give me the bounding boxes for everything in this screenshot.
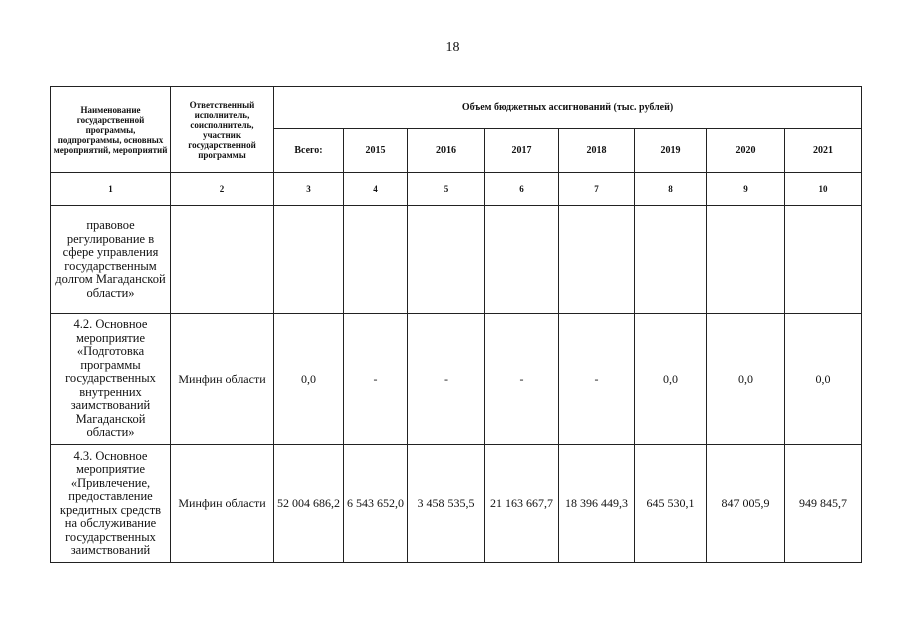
- row-value: 949 845,7: [785, 445, 862, 563]
- row-responsible: Минфин области: [171, 445, 274, 563]
- header-year: 2015: [344, 129, 408, 173]
- row-name: правовое регулирование в сфере управления государственным долгом Магаданской области»: [51, 206, 171, 314]
- row-value: 0,0: [707, 314, 785, 445]
- header-responsible: Ответственный исполнитель, соисполнитель, участник государственной программы: [171, 87, 274, 173]
- header-year: 2018: [559, 129, 635, 173]
- row-name: 4.3. Основное мероприятие «Привлечение, предоставление кредитных средств на обслуживание государственных заимствований: [51, 445, 171, 563]
- header-year: 2017: [485, 129, 559, 173]
- header-total: Всего:: [274, 129, 344, 173]
- row-name: 4.2. Основное мероприятие «Подготовка программы государственных внутренних заимствований Магаданской области»: [51, 314, 171, 445]
- column-number: 7: [559, 173, 635, 206]
- row-value: 645 530,1: [635, 445, 707, 563]
- row-value: [485, 206, 559, 314]
- row-value: 0,0: [785, 314, 862, 445]
- row-value: 3 458 535,5: [408, 445, 485, 563]
- header-year: 2019: [635, 129, 707, 173]
- row-value: [707, 206, 785, 314]
- row-value: 21 163 667,7: [485, 445, 559, 563]
- column-number: 3: [274, 173, 344, 206]
- row-value: [274, 206, 344, 314]
- column-number: 5: [408, 173, 485, 206]
- header-budget-group: Объем бюджетных ассигнований (тыс. рублей): [274, 87, 862, 129]
- header-row-top: [51, 87, 862, 129]
- row-value: 52 004 686,2: [274, 445, 344, 563]
- row-responsible: [171, 206, 274, 314]
- row-value: 0,0: [274, 314, 344, 445]
- row-value: -: [408, 314, 485, 445]
- row-value: [785, 206, 862, 314]
- table-row: [51, 206, 862, 314]
- column-number: 6: [485, 173, 559, 206]
- row-value: [344, 206, 408, 314]
- row-value: [559, 206, 635, 314]
- column-number: 1: [51, 173, 171, 206]
- column-number: 8: [635, 173, 707, 206]
- row-value: -: [559, 314, 635, 445]
- column-number: 4: [344, 173, 408, 206]
- column-number: 2: [171, 173, 274, 206]
- table-row: [51, 445, 862, 563]
- row-value: 847 005,9: [707, 445, 785, 563]
- row-value: 18 396 449,3: [559, 445, 635, 563]
- row-value: -: [485, 314, 559, 445]
- row-value: [635, 206, 707, 314]
- header-year: 2016: [408, 129, 485, 173]
- row-value: [408, 206, 485, 314]
- header-program-name: Наименование государственной программы, подпрограммы, основных мероприятий, мероприятий: [51, 87, 171, 173]
- row-value: 6 543 652,0: [344, 445, 408, 563]
- budget-table: [50, 86, 862, 563]
- header-year: 2021: [785, 129, 862, 173]
- column-number: 9: [707, 173, 785, 206]
- header-year: 2020: [707, 129, 785, 173]
- column-number: 10: [785, 173, 862, 206]
- row-responsible: Минфин области: [171, 314, 274, 445]
- row-value: -: [344, 314, 408, 445]
- page-number: 18: [445, 40, 460, 55]
- row-value: 0,0: [635, 314, 707, 445]
- table-row: [51, 314, 862, 445]
- column-number-row: [51, 173, 862, 206]
